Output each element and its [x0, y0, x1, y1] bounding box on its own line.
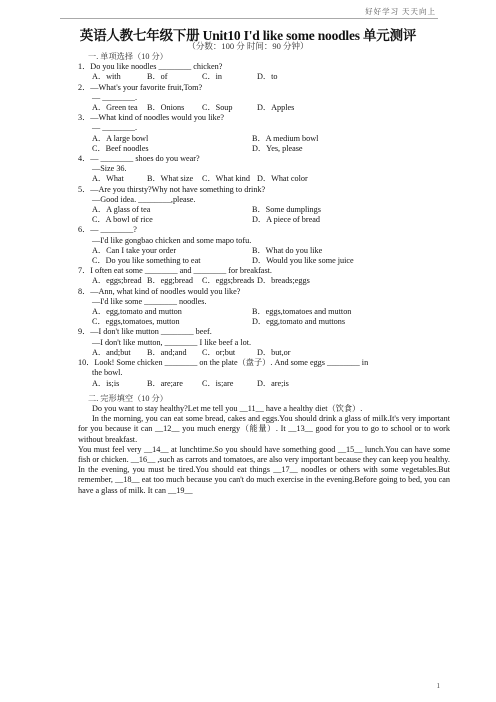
option-row	[78, 103, 450, 113]
passage-paragraph: In the morning, you can eat some bread, cakes and eggs.You should drink a glass of milk.It's very important for you because it can __12__ you much energy（能量）. It __13__ good for you to go to school or to work without breakfast.	[78, 414, 450, 444]
option-row	[78, 256, 450, 266]
answer-option[interactable]: B．What size	[147, 174, 194, 184]
answer-option[interactable]: A．with	[92, 72, 121, 82]
answer-option[interactable]: C．Soup	[202, 103, 233, 113]
question-item	[78, 113, 450, 154]
answer-option[interactable]: D．What color	[257, 174, 308, 184]
passage-paragraph: In the evening, you must be tired.You should eat things __17__ noodles or others with some vegetables.But remember, __18__ eat too much because you can't do much exercise in the evening.Before going to bed, you can have a glass of milk. It can __19__	[78, 465, 450, 495]
option-row	[78, 317, 450, 327]
question-stem: 9．—I don't like mutton ________ beef.	[78, 327, 212, 337]
question-item	[78, 83, 450, 114]
question-item	[78, 225, 450, 266]
section-heading-choice: 一. 单项选择（10 分）	[88, 52, 168, 61]
passage-paragraph: Do you want to stay healthy?Let me tell you __11__ have a healthy diet（饮食）.	[92, 403, 363, 413]
answer-option[interactable]: C．A bowl of rice	[92, 215, 153, 225]
answer-option[interactable]: D．are;is	[257, 378, 289, 388]
question-dialogue-line: the bowl.	[92, 368, 123, 378]
answer-option[interactable]: B．of	[147, 72, 168, 82]
option-row	[78, 174, 450, 184]
question-stem: 7．I often eat some ________ and ________ for breakfast.	[78, 266, 272, 276]
answer-option[interactable]: C．is;are	[202, 378, 234, 388]
question-list	[78, 62, 450, 389]
answer-option[interactable]: C．or;but	[202, 347, 236, 357]
answer-option[interactable]: D．Would you like some juice	[252, 256, 354, 266]
option-row	[78, 246, 450, 256]
option-row	[78, 205, 450, 215]
question-stem: 4．— ________ shoes do you wear?	[78, 154, 200, 164]
option-row	[78, 348, 450, 358]
answer-option[interactable]: B．A medium bowl	[252, 133, 319, 143]
answer-option[interactable]: C．Do you like something to eat	[92, 256, 201, 266]
question-stem: 1．Do you like noodles ________ chicken?	[78, 62, 223, 72]
answer-option[interactable]: B．Some dumplings	[252, 205, 321, 215]
answer-option[interactable]: A．A glass of tea	[92, 205, 151, 215]
answer-option[interactable]: B．What do you like	[252, 245, 323, 255]
answer-option[interactable]: B．are;are	[147, 378, 183, 388]
answer-option[interactable]: B．Onions	[147, 103, 185, 113]
question-stem: 8．—Ann, what kind of noodles would you like?	[78, 286, 241, 296]
question-item	[78, 266, 450, 286]
answer-option[interactable]: D．egg,tomato and muttons	[252, 317, 346, 327]
passage-paragraph: You must feel very __14__ at lunchtime.So you should have something good __15__ lunch.You can have some fish or chicken. __16__ ,such as carrots and tomatoes, are also very important because they can keep you healthy.	[78, 444, 450, 464]
answer-option[interactable]: C．eggs,tomatoes, mutton	[92, 317, 180, 327]
cloze-passage	[78, 404, 450, 496]
question-dialogue-line: — ________.	[92, 92, 138, 102]
document-body	[78, 52, 450, 496]
answer-option[interactable]: D．but,or	[257, 347, 291, 357]
answer-option[interactable]: C．Beef noodles	[92, 143, 149, 153]
answer-option[interactable]: A．What	[92, 174, 124, 184]
question-item	[78, 62, 450, 82]
question-stem: 3．—What kind of noodles would you like?	[78, 113, 224, 123]
question-item	[78, 358, 450, 389]
question-dialogue-line: —Size 36.	[92, 164, 127, 174]
question-dialogue-line: — ________.	[92, 123, 138, 133]
answer-option[interactable]: A．eggs;bread	[92, 276, 142, 286]
question-item	[78, 185, 450, 226]
option-row	[78, 307, 450, 317]
answer-option[interactable]: C．in	[202, 72, 223, 82]
section-heading-cloze: 二. 完形填空（10 分）	[88, 393, 168, 403]
question-dialogue-line: —Good idea. ________,please.	[92, 194, 196, 204]
answer-option[interactable]: C．What kind	[202, 174, 250, 184]
question-stem: 2．—What's your favorite fruit,Tom?	[78, 82, 203, 92]
answer-option[interactable]: D．A piece of bread	[252, 215, 320, 225]
question-item	[78, 154, 450, 185]
answer-option[interactable]: A．egg,tomato and mutton	[92, 307, 182, 317]
answer-option[interactable]: C．eggs;breads	[202, 276, 255, 286]
page-header: 好好学习 天天向上	[365, 7, 436, 16]
answer-option[interactable]: A．A large bowl	[92, 133, 149, 143]
question-dialogue-line: —I don't like mutton, ________ I like beef a lot.	[92, 337, 252, 347]
answer-option[interactable]: A．Green tea	[92, 103, 138, 113]
answer-option[interactable]: D．breads;eggs	[257, 276, 310, 286]
page-number: 1	[436, 682, 440, 690]
option-row	[78, 215, 450, 225]
answer-option[interactable]: D．Apples	[257, 103, 295, 113]
document-title: 英语人教七年级下册 Unit10 I'd like some noodles 单元测评	[79, 28, 417, 43]
question-item	[78, 287, 450, 328]
question-dialogue-line: —I'd like gongbao chicken and some mapo tofu.	[92, 235, 252, 245]
answer-option[interactable]: D．to	[257, 72, 278, 82]
option-row	[78, 144, 450, 154]
answer-option[interactable]: B．eggs,tomatoes and mutton	[252, 307, 352, 317]
answer-option[interactable]: A．Can I take your order	[92, 245, 177, 255]
option-row	[78, 276, 450, 286]
answer-option[interactable]: D．Yes, please	[252, 143, 303, 153]
question-stem: 6．— ________?	[78, 225, 137, 235]
question-item	[78, 327, 450, 358]
answer-option[interactable]: A．is;is	[92, 378, 120, 388]
option-row	[78, 72, 450, 82]
question-stem: 10．Look! Some chicken ________ on the plate（盘子）. And some eggs ________ in	[78, 358, 369, 368]
answer-option[interactable]: A．and;but	[92, 347, 131, 357]
answer-option[interactable]: B．and;and	[147, 347, 187, 357]
question-dialogue-line: —I'd like some ________ noodles.	[92, 296, 207, 306]
document-subtitle: （分数：100 分 时间：90 分钟）	[187, 41, 309, 51]
question-stem: 5．—Are you thirsty?Why not have something to drink?	[78, 184, 266, 194]
option-row	[78, 379, 450, 389]
header-rule	[60, 18, 438, 19]
option-row	[78, 134, 450, 144]
answer-option[interactable]: B．egg;bread	[147, 276, 193, 286]
